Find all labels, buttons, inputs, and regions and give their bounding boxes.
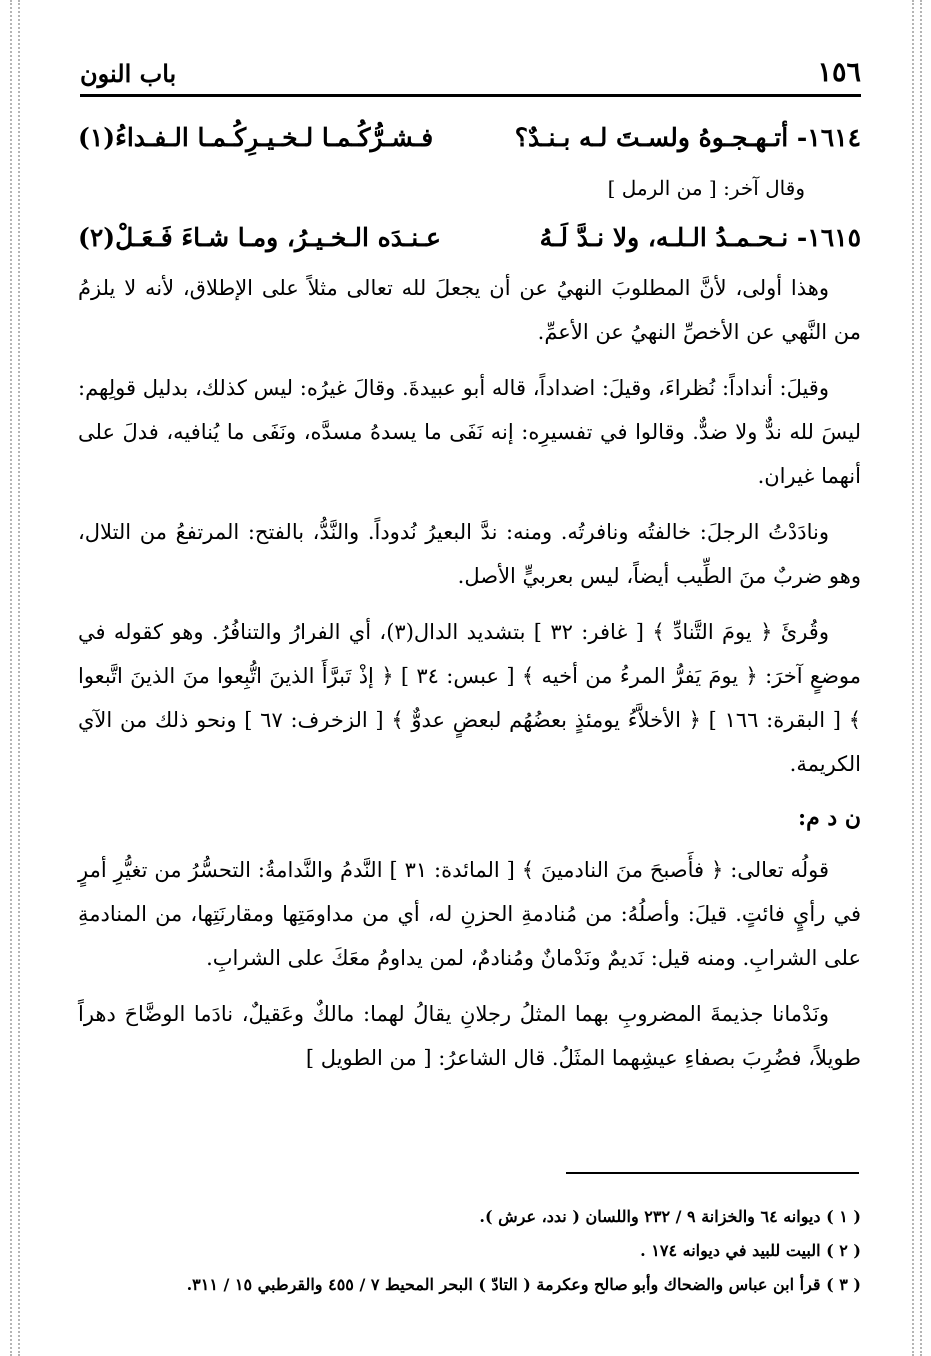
verse-first-hemistich	[515, 110, 861, 166]
main-text	[78, 110, 861, 1092]
verse-second-hemistich: فـشـرُّكُـمـا لـخـيـرِكُـمـا الـفـداءُ(١)	[78, 123, 434, 152]
verse-number: ١٦١٤-	[796, 123, 861, 152]
footnote-rule	[566, 1172, 859, 1174]
verse-first-hemistich	[540, 210, 861, 266]
hemistich-text: نـحـمـدُ الـلـه، ولا نـدَّ لَـهُ	[539, 223, 789, 252]
scan-edge-dots	[912, 0, 914, 1356]
verse-line	[78, 110, 861, 166]
header-rule	[80, 94, 861, 97]
footnote: ( ٢ ) البيت للبيد في ديوانه ١٧٤ .	[640, 1241, 861, 1260]
scan-edge-dots	[10, 0, 12, 1356]
paragraph: قولُه تعالى: ﴿ فأَصبحَ منَ النادمينَ ﴾ [ المائدة: ٣١ ] النَّدمُ والنَّدامةُ: التحسُّرُ من تغيُّرِ أمرٍ في رأيٍ فائتٍ. قيلَ: وأصلُهُ: من مُنادمةِ الحزنِ له، أي من مداومَتِها ومقارنَتِها، من المنادمةِ على الشرابِ. ومنه قيل: نَديمٌ ونَدْمانٌ ومُنادمٌ، لمن يداومُ معَكَ على الشرابِ.	[78, 858, 861, 970]
verse-number: ١٦١٥-	[796, 223, 861, 252]
paragraph: وقُرئَ ﴿ يومَ التَّنادِّ ﴾ [ غافر: ٣٢ ] بتشديد الدال(٣)، أي الفرارُ والتنافُرُ. وهو كقوله في موضعٍ آخرَ: ﴿ يومَ يَفرُّ المرءُ من أخيه ﴾ [ عبس: ٣٤ ] ﴿ إذْ تَبرَّأَ الذينَ اتُّبِعوا منَ الذينَ اتَّبعوا ﴾ [ البقرة: ١٦٦ ] ﴿ الأخلاَّءُ يومئذٍ بعضُهُم لبعضٍ عدوٌّ ﴾ [ الزخرف: ٦٧ ] ونحو ذلك من الآي الكريمة.	[78, 620, 861, 776]
scan-edge-dots	[18, 0, 20, 1356]
footnote: ( ٣ ) قرأ ابن عباس والضحاك وأبو صالح وعكرمة ( التادّ ) البحر المحيط ٧ / ٤٥٥ والقرطبي ١٥ / ٣١١.	[186, 1275, 861, 1294]
footnotes	[78, 1200, 861, 1302]
root-heading: ن د م:	[797, 805, 861, 831]
paragraph: ونادَدْتُ الرجلَ: خالفتُه ونافرتُه. ومنه: ندَّ البعيرُ نُدوداً. والنَّدُّ، بالفتح: المرتفعُ من التلال، وهو ضربٌ منَ الطِّيب أيضاً، ليس بعربيٍّ الأصل.	[78, 520, 861, 588]
chapter-title: باب النون	[80, 59, 177, 88]
paragraph: وهذا أولى، لأنَّ المطلوبَ النهيُ عن أن يجعلَ لله تعالى مثلاً على الإطلاق، لأنه لا يلزمُ من النَّهي عن الأخصِّ النهيُ عن الأعمِّ.	[78, 276, 861, 344]
paragraph: وقيلَ: أنداداً: نُظراءَ، وقيلَ: اضداداً، قاله أبو عبيدةَ. وقالَ غيرُه: ليس كذلك، بدليل قولِهم: ليسَ لله ندٌّ ولا ضدٌّ. وقالوا في تفسيرِه: إنه نَفَى ما يسدهُ مسدَّه، ونَفَى ما يُنافيه، فدلَ على أنهما غيران.	[78, 376, 861, 488]
page-number: ١٥٦	[817, 57, 861, 88]
hemistich-text: أتـهـجـوهُ ولسـتَ لـه بـنـدٌ؟	[514, 123, 789, 152]
scan-edge-dots	[920, 0, 922, 1356]
verse-line	[78, 210, 861, 266]
footnote: ( ١ ) ديوانه ٦٤ والخزانة ٩ / ٢٣٢ واللسان ( ندد، عرش ).	[479, 1207, 861, 1226]
paragraph: ونَدْمانا جذيمةَ المضروبِ بهما المثلُ رجلانِ يقالُ لهما: مالكٌ وعَقيلٌ، نادَما الوضَّاحَ دهراً طويلاً، فضُرِبَ بصفاءِ عيشِهما المثَلُ. قال الشاعرُ: [ من الطويل ]	[78, 1002, 861, 1070]
page-header	[80, 55, 861, 91]
meter-line: وقال آخر: [ من الرمل ]	[607, 176, 805, 200]
verse-second-hemistich: عـنـدَه الـخـيـرُ، ومـا شـاءَ فَـعَـلْ(٢)	[78, 223, 441, 252]
